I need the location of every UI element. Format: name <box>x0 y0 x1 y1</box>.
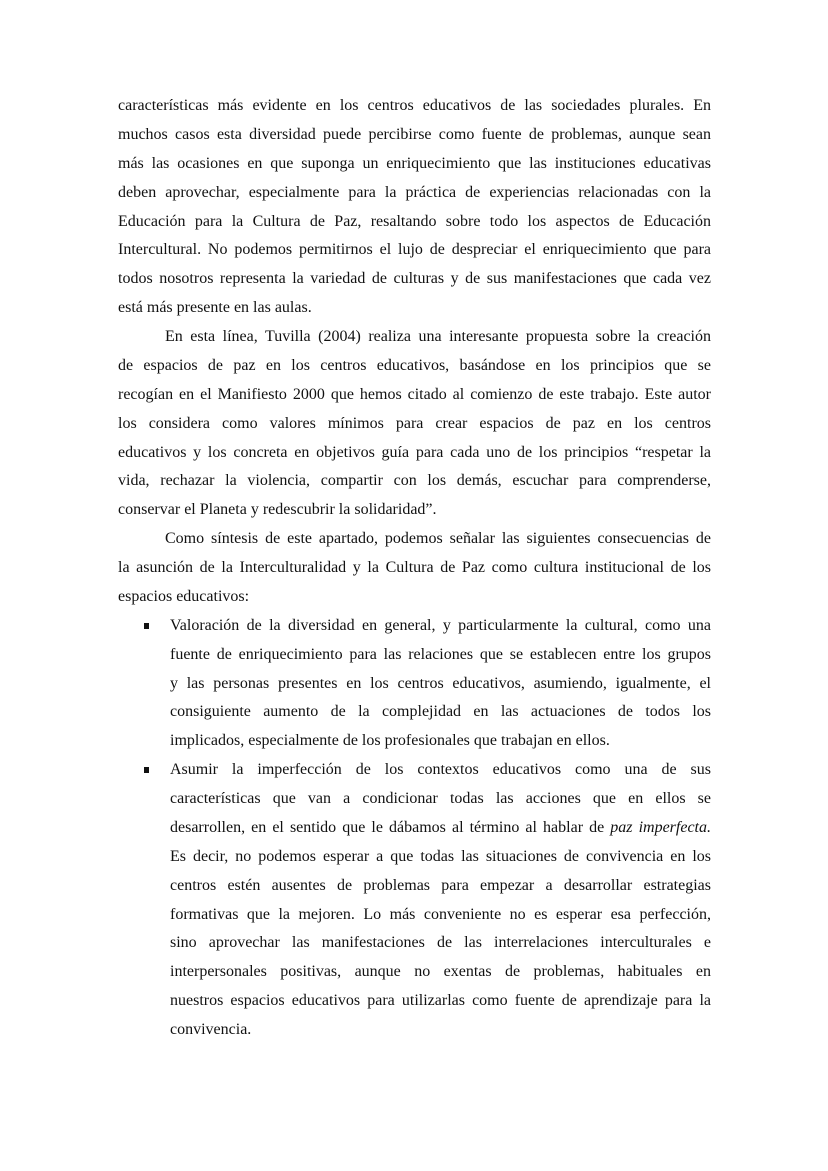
text-line: Es decir, no podemos esperar a que todas las situaciones de convivencia en los <box>170 847 711 865</box>
bullet-item-1 <box>118 612 711 756</box>
square-bullet-icon <box>144 623 149 629</box>
text-line: nuestros espacios educativos para utilizarlas como fuente de aprendizaje para la <box>170 992 711 1010</box>
text-line: Valoración de la diversidad en general, y particularmente la cultural, como una <box>170 616 711 634</box>
text-line: En esta línea, Tuvilla (2004) realiza una interesante propuesta sobre la creación <box>165 328 711 345</box>
text-line: implicados, especialmente de los profesionales que trabajan en ellos. <box>170 732 610 750</box>
text-line: todos nosotros representa la variedad de culturas y de sus manifestaciones que cada vez <box>118 270 711 288</box>
paragraph-1 <box>118 92 711 323</box>
text-line: más las ocasiones en que suponga un enriquecimiento que las instituciones educativas <box>118 154 711 172</box>
text-line: educativos y los concreta en objetivos guía para cada uno de los principios “respetar la <box>118 443 711 461</box>
text-line: Educación para la Cultura de Paz, resaltando sobre todo los aspectos de Educación <box>118 212 711 230</box>
text-line <box>170 814 711 843</box>
text-line: Intercultural. No podemos permitirnos el lujo de despreciar el enriquecimiento que para <box>118 241 711 259</box>
text-line: características que van a condicionar todas las acciones que en ellos se <box>170 790 711 807</box>
text-line: formativas que la mejoren. Lo más conveniente no es esperar esa perfección, <box>170 905 711 923</box>
document-page <box>118 92 711 1045</box>
text-line: sino aprovechar las manifestaciones de las interrelaciones interculturales e <box>170 934 711 952</box>
text-line: interpersonales positivas, aunque no exentas de problemas, habituales en <box>170 963 711 981</box>
italic-term: paz imperfecta. <box>610 818 712 836</box>
text-segment: desarrollen, en el sentido que le dábamos al término al hablar de <box>170 818 611 836</box>
text-line: de espacios de paz en los centros educativos, basándose en los principios que se <box>118 356 711 374</box>
text-line: consiguiente aumento de la complejidad en las actuaciones de todos los <box>170 703 711 721</box>
text-line: y las personas presentes en los centros educativos, asumiendo, igualmente, el <box>170 674 711 692</box>
text-line: espacios educativos: <box>118 587 250 605</box>
text-line: los considera como valores mínimos para crear espacios de paz en los centros <box>118 414 711 432</box>
square-bullet-icon <box>144 767 149 773</box>
paragraph-3 <box>118 525 711 612</box>
text-line: características más evidente en los centros educativos de las sociedades plurales. En <box>118 97 711 114</box>
text-line: Asumir la imperfección de los contextos educativos como una de sus <box>170 761 711 779</box>
text-line: conservar el Planeta y redescubrir la solidaridad”. <box>118 501 437 519</box>
text-line: vida, rechazar la violencia, compartir con los demás, escuchar para comprenderse, <box>118 472 711 490</box>
paragraph-2 <box>118 323 711 525</box>
text-line: recogían en el Manifiesto 2000 que hemos citado al comienzo de este trabajo. Este autor <box>118 385 711 403</box>
text-line: convivencia. <box>170 1021 252 1038</box>
text-line: fuente de enriquecimiento para las relaciones que se establecen entre los grupos <box>170 645 711 663</box>
text-line: muchos casos esta diversidad puede percibirse como fuente de problemas, aunque sean <box>118 125 711 143</box>
text-line: Como síntesis de este apartado, podemos señalar las siguientes consecuencias de <box>165 530 711 548</box>
text-line: centros estén ausentes de problemas para empezar a desarrollar estrategias <box>170 876 711 894</box>
text-line: deben aprovechar, especialmente para la práctica de experiencias relacionadas con la <box>118 183 711 201</box>
text-line: está más presente en las aulas. <box>118 299 312 317</box>
text-line: la asunción de la Interculturalidad y la Cultura de Paz como cultura institucional de los <box>118 559 711 576</box>
bullet-item-2 <box>118 756 711 1045</box>
